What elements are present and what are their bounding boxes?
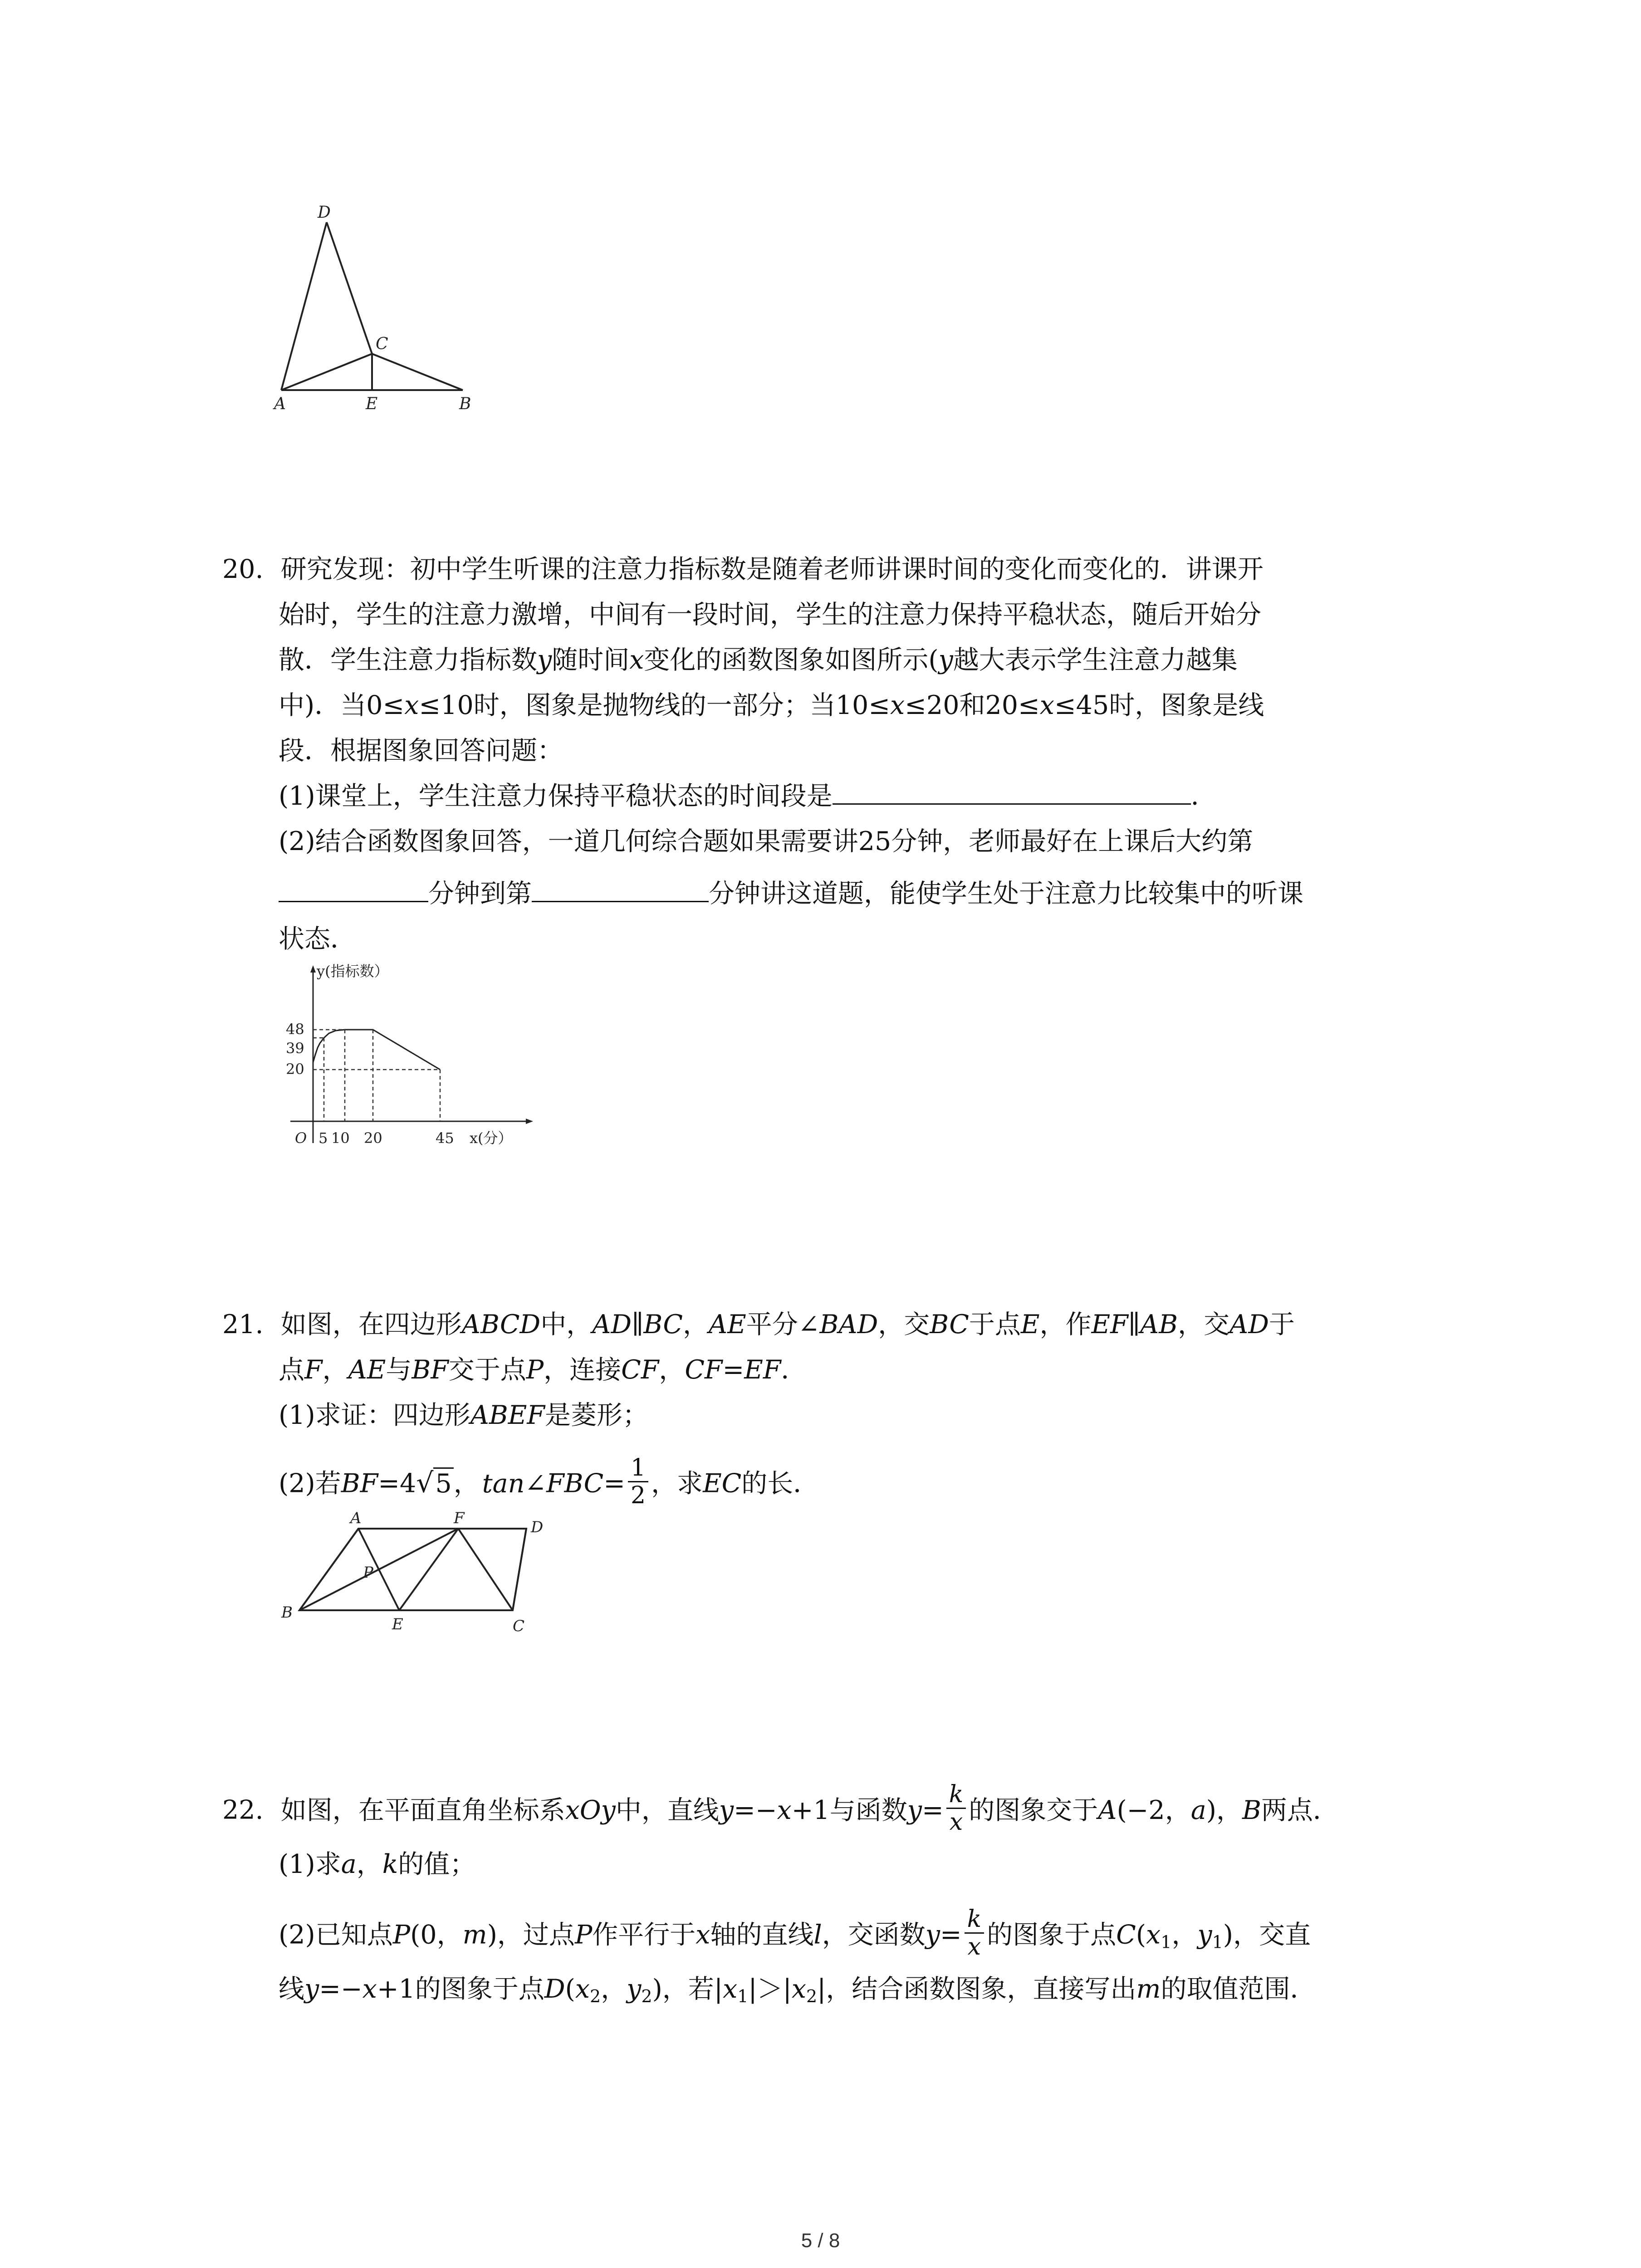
x-tick-5: 5 [318, 1129, 328, 1147]
q21-line2: 点F，AE与BF交于点P，连接CF，CF=EF． [279, 1355, 807, 1385]
q22-part3: 线y=−x+1的图象于点$D(x_2$，$y_2$)，若$|x_1|>|x_2|$，结合函数图象，直接写出m的取值范围． [279, 1974, 1316, 2006]
label-e: E [366, 395, 378, 413]
q22-line1: 如图，在平面直角坐标系xOy中，直线y=−x+1与函数y= $\frac{k}{x}$ 的图象交于A(−2，a)，B两点． [280, 1781, 1339, 1836]
y-tick-48: 48 [286, 1021, 304, 1038]
y-axis-label: y(指标数） [317, 963, 389, 980]
answer-blank-3[interactable] [532, 896, 709, 902]
q20-line5: 段．根据图象回答问题： [279, 736, 563, 766]
triangle-figure [254, 200, 508, 417]
x-axis-label: x(分） [470, 1129, 513, 1147]
x-tick-45: 45 [436, 1129, 454, 1147]
fraction-k-over-x: $\frac{k}{x}$ [946, 1781, 966, 1835]
y-tick-39: 39 [286, 1040, 304, 1057]
label-c: C [376, 335, 388, 353]
label-f: F [454, 1510, 465, 1527]
x-tick-10: 10 [331, 1129, 350, 1147]
label-p: P [363, 1564, 373, 1582]
q20-line1: 研究发现：初中学生听课的注意力指标数是随着老师讲课时间的变化而变化的．讲课开 [280, 554, 1264, 584]
origin-label: O [295, 1129, 307, 1147]
q21-part1: (1)求证：四边形ABEF是菱形； [279, 1400, 648, 1430]
label-d: D [531, 1518, 544, 1536]
fraction-one-half: $\frac{1}{2}$ [628, 1455, 648, 1509]
label-b: B [459, 395, 471, 413]
x-tick-20: 20 [364, 1129, 382, 1147]
q20-part1: (1)课堂上，学生注意力保持平稳状态的时间段是 [279, 781, 833, 811]
q20-line2: 始时，学生的注意力激增，中间有一段时间，学生的注意力保持平稳状态，随后开始分 [279, 600, 1261, 630]
q21-part2: (2)若BF=4√5， tan∠FBC= $\frac{1}{2}$ ，求EC的长． [279, 1454, 819, 1509]
q21-line1: 如图，在四边形ABCD中，AD∥BC，AE平分∠BAD，交BC于点E，作EF∥AB，交AD于 [280, 1310, 1295, 1339]
y-tick-20: 20 [286, 1061, 304, 1078]
label-a: A [274, 395, 286, 413]
q20-line4: 中)．当0≤x≤10时，图象是抛物线的一部分；当10≤x≤20和20≤x≤45时，图象是线 [279, 690, 1264, 720]
label-a: A [350, 1510, 362, 1527]
q20-part2-line3: 状态． [279, 924, 356, 954]
q20-part2-line1: (2)结合函数图象回答，一道几何综合题如果需要讲25分钟，老师最好在上课后大约第 [279, 826, 1254, 856]
answer-blank-2[interactable] [279, 896, 428, 902]
q20-line3: 散．学生注意力指标数y随时间x变化的函数图象如图所示(y越大表示学生注意力越集 [279, 645, 1238, 675]
label-d: D [318, 203, 331, 222]
q20-part2-end: 分钟讲这道题，能使学生处于注意力比较集中的听课 [709, 879, 1303, 909]
label-c: C [513, 1617, 525, 1635]
answer-blank-1[interactable] [833, 799, 1191, 805]
q20-part2-mid: 分钟到第 [428, 879, 532, 909]
fraction-k-over-x: $\frac{k}{x}$ [965, 1906, 985, 1960]
attention-graph [272, 957, 554, 1157]
q22-part2: (2)已知点P(0，m)，过点P作平行于x轴的直线l，交函数y= $\frac{k}{x}$ 的图象于点$C(x_1$，$y_1$)，交直 [279, 1906, 1311, 1960]
page-number: 5 / 8 [801, 2229, 840, 2252]
question-number: 21. [222, 1310, 264, 1339]
q22-part1: (1)求a，k的值； [279, 1849, 476, 1879]
question-number: 20. [222, 554, 264, 584]
quadrilateral-figure [272, 1510, 563, 1647]
label-b: B [281, 1603, 293, 1622]
question-number: 22. [222, 1795, 264, 1825]
label-e: E [392, 1615, 403, 1633]
